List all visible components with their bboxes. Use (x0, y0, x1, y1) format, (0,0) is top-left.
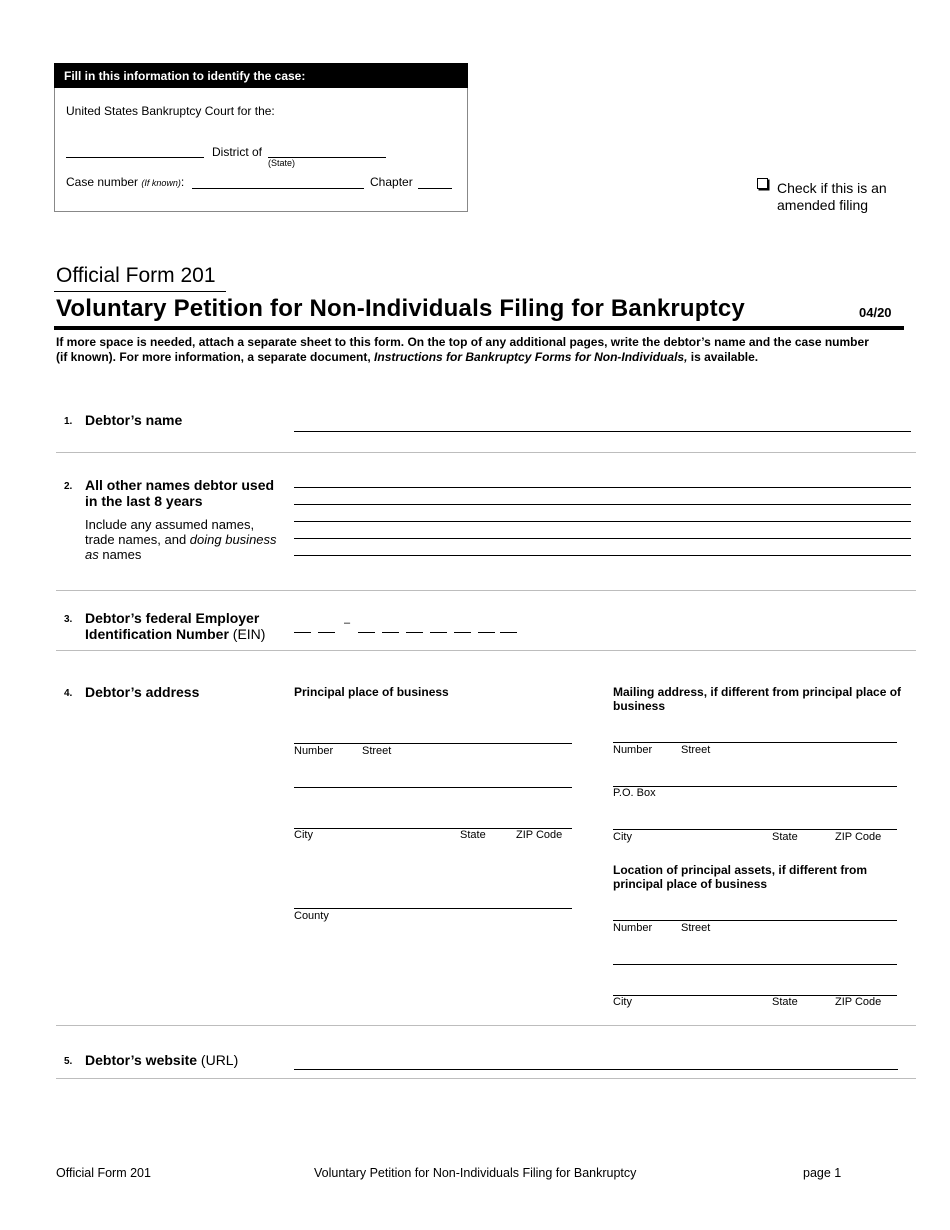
ein-digit-1[interactable] (294, 632, 311, 633)
form-number-rule (54, 291, 226, 292)
assets-zip-caption: ZIP Code (835, 996, 882, 1008)
mailing-city-state-zip-field[interactable] (613, 829, 897, 830)
item-5-label (85, 1052, 238, 1068)
other-name-field-3[interactable] (294, 521, 911, 522)
item-5-label-bold: Debtor’s website (85, 1052, 198, 1068)
item-2-label: All other names debtor used in the last 8 years (85, 477, 275, 509)
item-4-number: 4. (64, 688, 73, 699)
principal-assets-heading: Location of principal assets, if different from principal place of business (613, 863, 868, 891)
case-number-field[interactable] (192, 188, 364, 189)
amended-label-line2: amended filing (777, 197, 869, 213)
other-name-field-5[interactable] (294, 555, 911, 556)
item-5-label-plain: (URL) (197, 1052, 239, 1068)
principal-place-heading: Principal place of business (294, 685, 449, 699)
item-4-label: Debtor’s address (85, 684, 200, 700)
item-5-number: 5. (64, 1056, 73, 1067)
item-2-help-end: names (98, 547, 142, 562)
item-divider (56, 1025, 916, 1026)
item-3-label (85, 610, 285, 642)
ein-digit-6[interactable] (430, 632, 447, 633)
state-caption: (State) (268, 158, 296, 168)
intro-instructions (56, 335, 876, 365)
item-2-help-text: Include any assumed names, trade names, and (85, 517, 255, 547)
district-label: District of (212, 145, 263, 159)
intro-text: If more space is needed, attach a separate sheet to this form. On the top of any additional pages, write the debtor’s name and the case number (if known). For more information, a separate document, (56, 335, 869, 364)
item-2-number: 2. (64, 481, 73, 492)
ein-digit-8[interactable] (478, 632, 495, 633)
ein-digit-7[interactable] (454, 632, 471, 633)
item-1-label: Debtor’s name (85, 412, 183, 428)
other-name-field-1[interactable] (294, 487, 911, 488)
assets-state-caption: State (772, 996, 798, 1008)
intro-instructions-title: Instructions for Bankruptcy Forms for Non-Individuals, (374, 350, 688, 364)
footer-form-number: Official Form 201 (56, 1166, 151, 1180)
principal-zip-caption: ZIP Code (516, 829, 563, 841)
county-caption: County (294, 910, 329, 922)
case-number-label: Case number (If known): (66, 175, 185, 189)
mailing-po-box-caption: P.O. Box (613, 787, 656, 799)
amended-label-line1: Check if this is an (777, 180, 887, 196)
item-2-help (85, 517, 280, 562)
intro-text-end: is available. (687, 350, 759, 364)
ein-separator: – (344, 617, 351, 629)
chapter-field[interactable] (418, 188, 452, 189)
other-name-field-2[interactable] (294, 504, 911, 505)
amended-filing-label (777, 180, 887, 214)
item-2-help-italic: doing business as (85, 532, 277, 562)
assets-number-caption: Number (613, 922, 653, 934)
ein-digit-5[interactable] (406, 632, 423, 633)
title-rule (54, 326, 904, 330)
mailing-street-field[interactable] (613, 742, 897, 743)
ein-digit-4[interactable] (382, 632, 399, 633)
website-field[interactable] (294, 1069, 898, 1070)
mailing-number-caption: Number (613, 744, 653, 756)
principal-street-line2-field[interactable] (294, 787, 572, 788)
principal-state-caption: State (460, 829, 486, 841)
ein-digit-3[interactable] (358, 632, 375, 633)
ein-digit-2[interactable] (318, 632, 335, 633)
principal-street-field[interactable] (294, 743, 572, 744)
item-divider (56, 650, 916, 651)
mailing-city-caption: City (613, 831, 632, 843)
form-title: Voluntary Petition for Non-Individuals Filing for Bankruptcy (56, 295, 745, 322)
assets-street-field[interactable] (613, 920, 897, 921)
item-divider (56, 452, 916, 453)
item-1-number: 1. (64, 416, 73, 427)
case-number-label-text: Case number (66, 175, 139, 189)
mailing-address-heading: Mailing address, if different from principal place of business (613, 685, 902, 713)
principal-city-caption: City (294, 829, 313, 841)
other-name-field-4[interactable] (294, 538, 911, 539)
footer-form-title: Voluntary Petition for Non-Individuals Filing for Bankruptcy (314, 1166, 637, 1180)
court-line: United States Bankruptcy Court for the: (66, 104, 275, 118)
chapter-label: Chapter (370, 175, 413, 189)
assets-city-caption: City (613, 996, 632, 1008)
form-number: Official Form 201 (56, 264, 216, 287)
ein-digit-9[interactable] (500, 632, 517, 633)
case-info-header: Fill in this information to identify the case: (54, 63, 468, 88)
item-3-label-bold: Debtor’s federal Employer Identification Number (85, 610, 260, 642)
amended-filing-checkbox[interactable] (757, 178, 768, 189)
footer-page-number: page 1 (803, 1166, 842, 1180)
item-3-number: 3. (64, 614, 73, 625)
assets-street-caption: Street (681, 922, 711, 934)
form-revision-date: 04/20 (859, 305, 892, 320)
assets-street-line2-field[interactable] (613, 964, 897, 965)
case-number-hint: (If known) (141, 178, 181, 188)
court-name-field[interactable] (66, 157, 204, 158)
item-divider (56, 590, 916, 591)
item-divider (56, 1078, 916, 1079)
mailing-zip-caption: ZIP Code (835, 831, 882, 843)
mailing-state-caption: State (772, 831, 798, 843)
item-3-label-plain: (EIN) (228, 626, 266, 642)
principal-street-caption: Street (362, 745, 392, 757)
county-field[interactable] (294, 908, 572, 909)
principal-number-caption: Number (294, 745, 334, 757)
mailing-street-caption: Street (681, 744, 711, 756)
debtor-name-field[interactable] (294, 431, 911, 432)
